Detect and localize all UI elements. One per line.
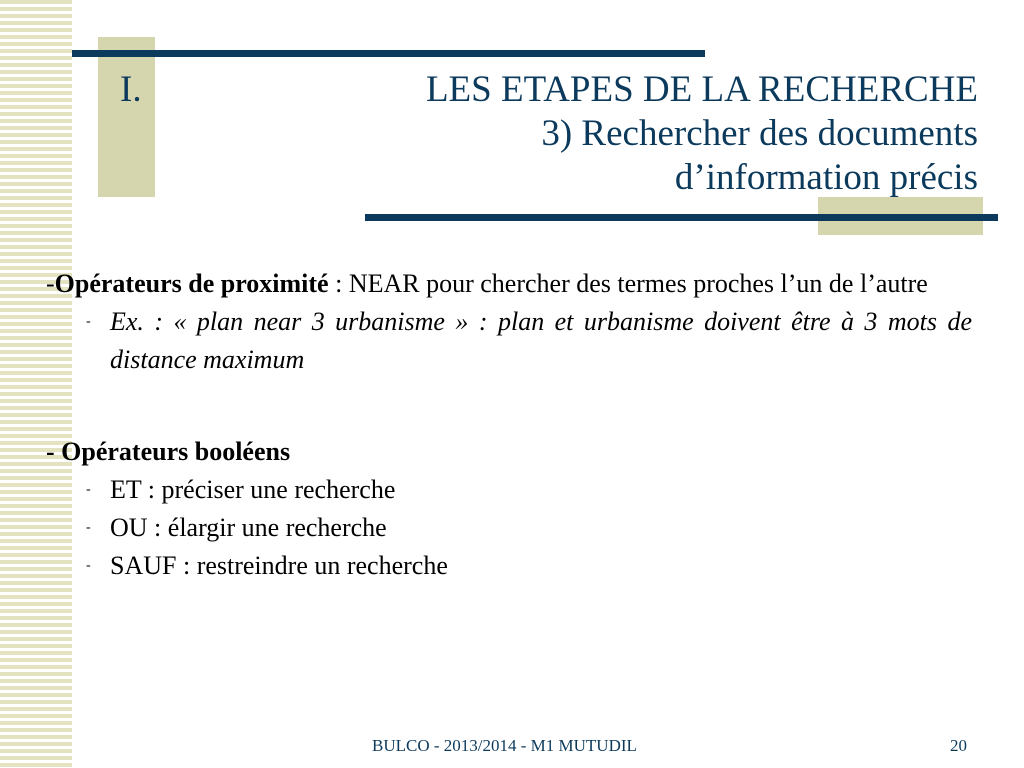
- list-item-dash: -: [86, 482, 91, 497]
- slide-body: [46, 265, 972, 585]
- title-main: LES ETAPES DE LA RECHERCHE: [425, 69, 978, 110]
- title-line-3: d’information précis: [674, 157, 978, 198]
- list-item-text: OU : élargir une recherche: [110, 513, 387, 542]
- footer-course-label: BULCO - 2013/2014 - M1 MUTUDIL: [372, 736, 637, 755]
- proximity-text: : NEAR pour chercher des termes proches l’un de l’autre: [328, 269, 928, 298]
- proximity-dash: -: [46, 269, 55, 298]
- list-item-dash: -: [86, 520, 91, 535]
- proximity-label: Opérateurs de proximité: [54, 269, 329, 298]
- list-item-dash: -: [86, 558, 91, 573]
- list-item-text: SAUF : restreindre un recherche: [110, 551, 448, 580]
- slide-title: [120, 68, 978, 200]
- list-item: [46, 547, 972, 585]
- list-item: [46, 509, 972, 547]
- example-text: Ex. : « plan near 3 urbanisme » : plan et urbanisme doivent être à 3 mots de distance maximum: [110, 307, 972, 374]
- page-number: 20: [950, 736, 967, 755]
- boolean-heading: - Opérateurs booléens: [46, 437, 291, 466]
- list-item: [46, 471, 972, 509]
- title-line-2: 3) Rechercher des documents: [541, 113, 978, 154]
- section-spacer: [46, 379, 972, 433]
- top-accent-bar: [72, 50, 705, 57]
- title-number: I.: [120, 69, 142, 110]
- example-dash: -: [86, 314, 91, 329]
- proximity-paragraph: [46, 265, 972, 303]
- title-line-1: [120, 68, 978, 112]
- bottom-accent-bar: [365, 214, 998, 221]
- proximity-example: [46, 303, 972, 379]
- list-item-text: ET : préciser une recherche: [110, 475, 396, 504]
